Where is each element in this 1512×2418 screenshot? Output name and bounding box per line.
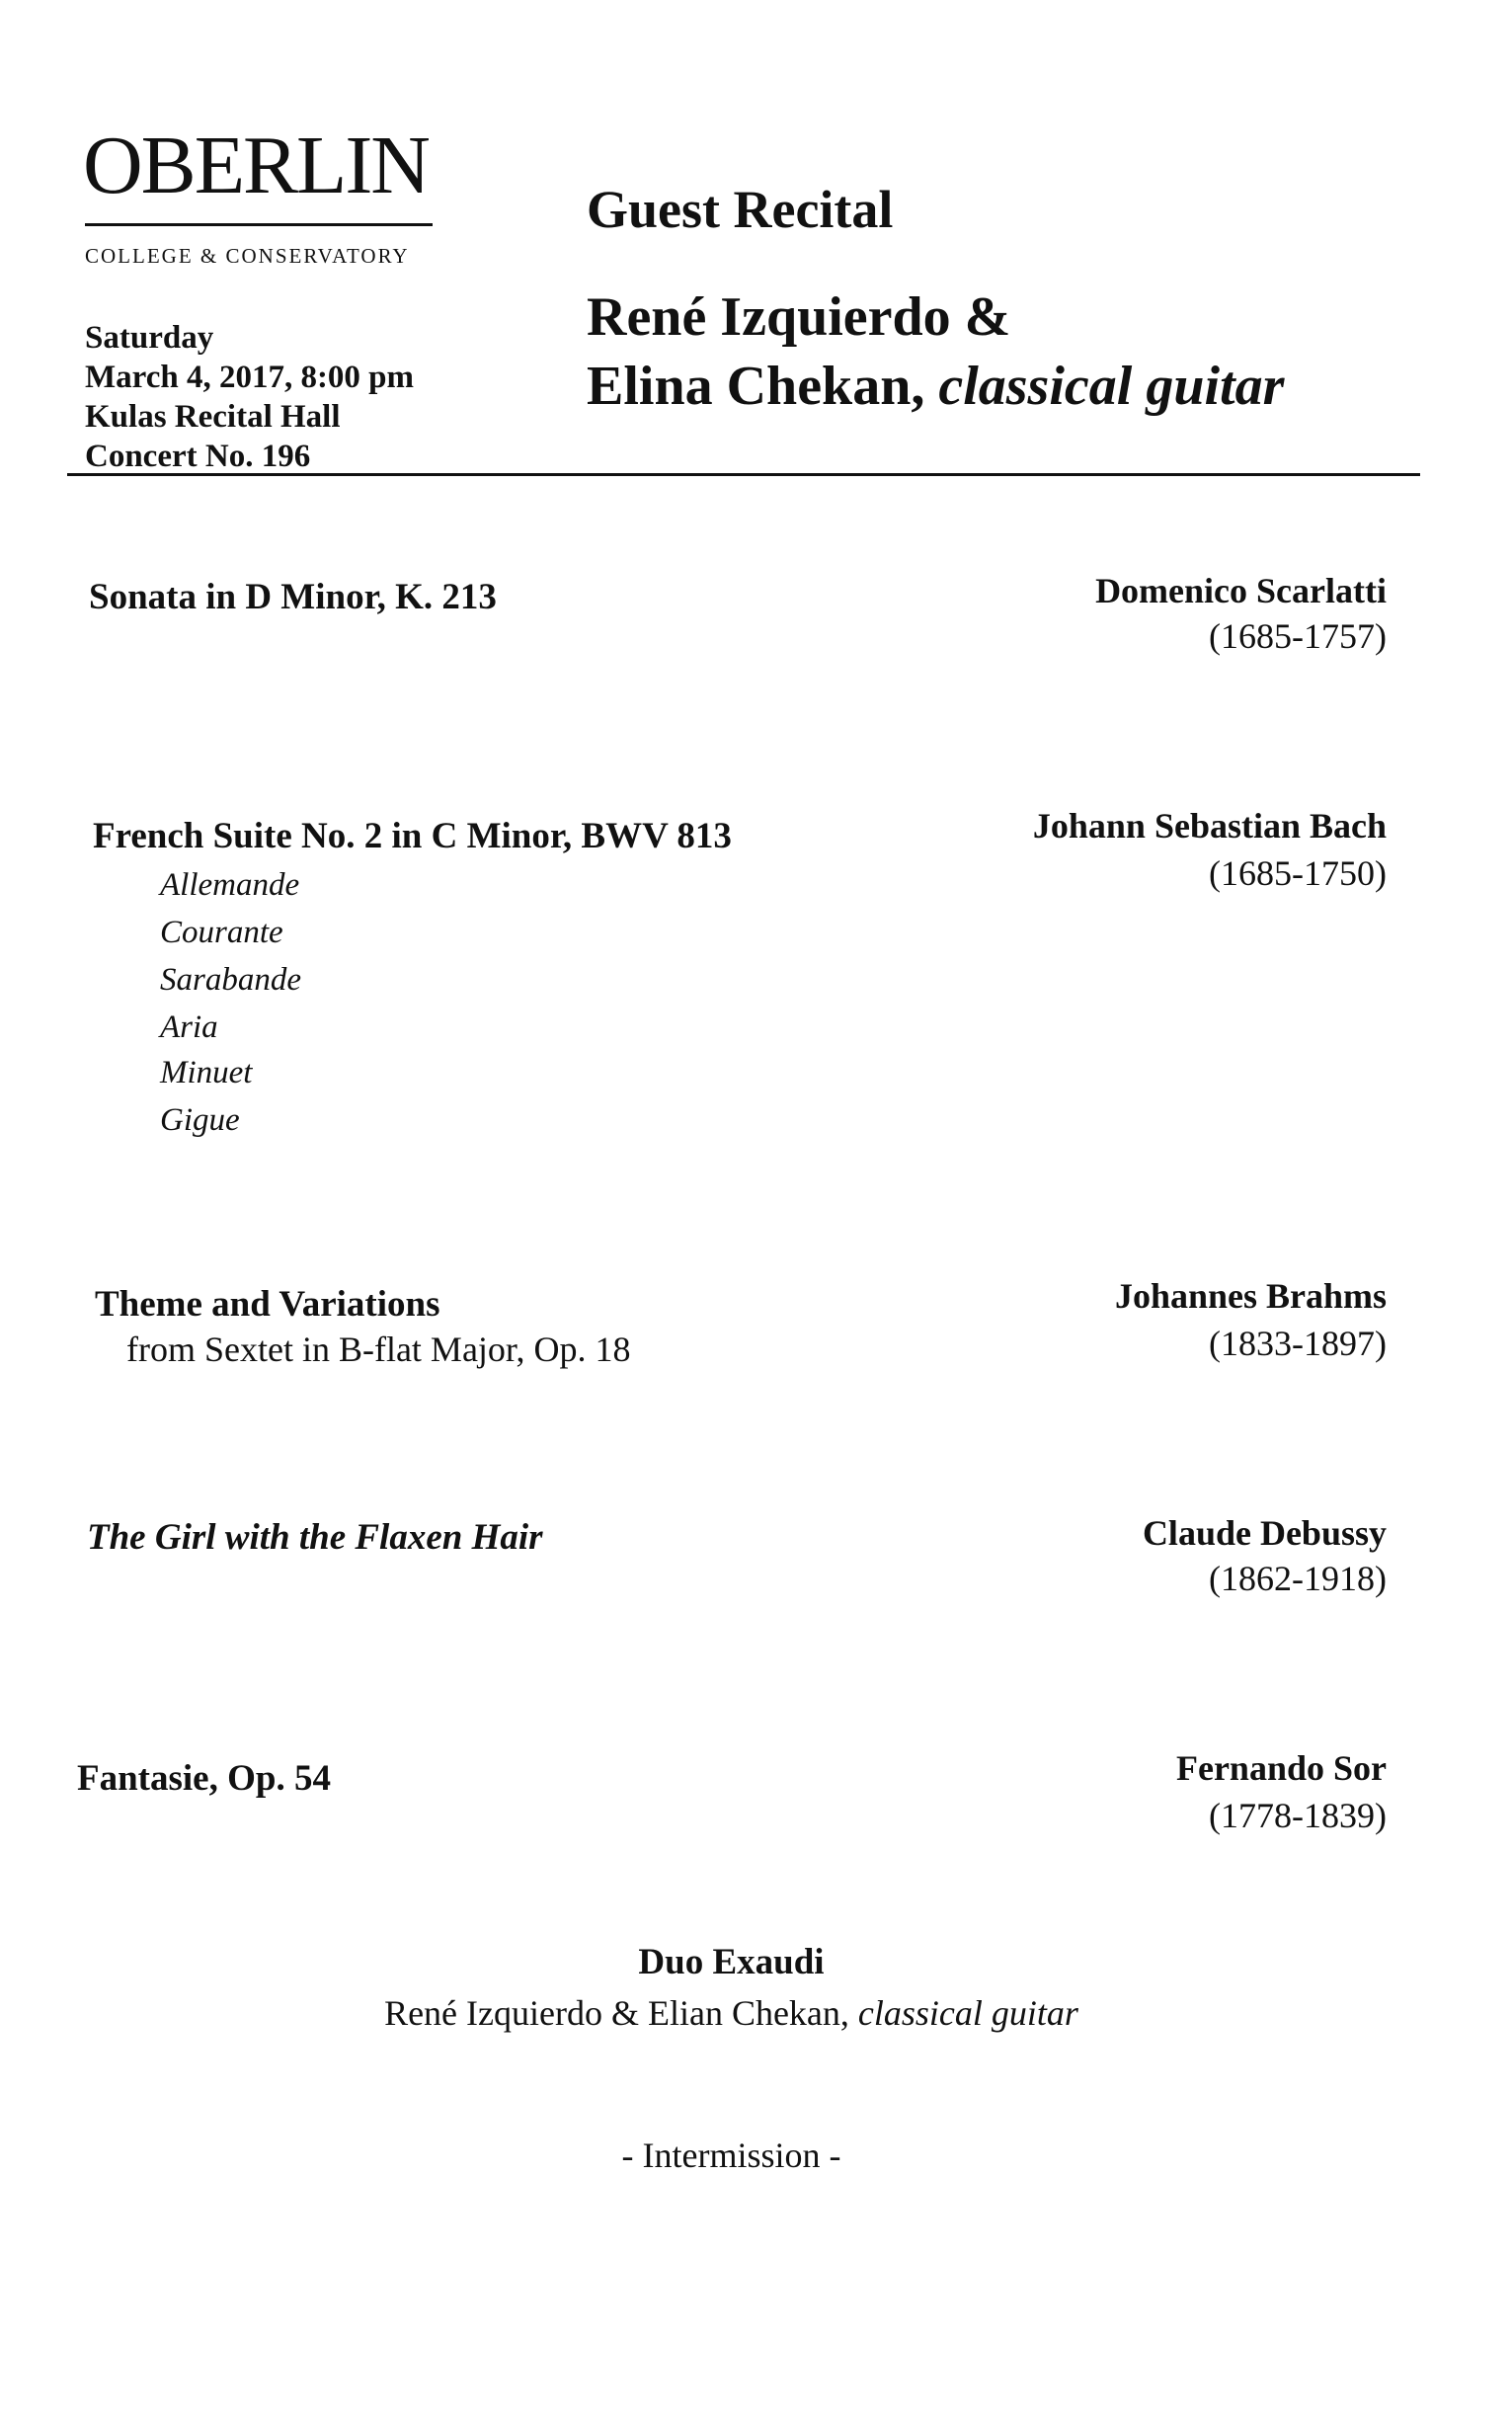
work-title: Theme and Variations [95, 1284, 440, 1325]
movement-name: Minuet [160, 1055, 253, 1090]
composer-dates: (1685-1757) [1209, 616, 1387, 656]
work-title: French Suite No. 2 in C Minor, BWV 813 [93, 816, 732, 856]
concert-date-time: March 4, 2017, 8:00 pm [85, 360, 415, 395]
concert-day: Saturday [85, 320, 214, 356]
movement-name: Sarabande [160, 962, 301, 998]
concert-number: Concert No. 196 [85, 439, 311, 474]
performers-line-1: René Izquierdo & [587, 286, 1011, 348]
ensemble-name: Duo Exaudi [638, 1942, 825, 1982]
performers-line-2 [587, 354, 1284, 419]
work-title: The Girl with the Flaxen Hair [87, 1517, 543, 1558]
logo-divider [85, 223, 433, 226]
header-divider [67, 473, 1420, 476]
composer-name: Johannes Brahms [1114, 1276, 1387, 1316]
movement-name: Gigue [160, 1102, 240, 1138]
movement-name: Aria [160, 1009, 218, 1045]
work-title: Fantasie, Op. 54 [77, 1758, 331, 1799]
composer-name: Fernando Sor [1175, 1748, 1387, 1788]
movement-name: Courante [160, 915, 283, 950]
recital-title: Guest Recital [587, 180, 894, 239]
composer-dates: (1778-1839) [1209, 1796, 1387, 1835]
work-title: Sonata in D Minor, K. 213 [89, 577, 497, 617]
ensemble-instrument: classical guitar [857, 1993, 1078, 2033]
logo-subtitle: COLLEGE & CONSERVATORY [85, 244, 410, 268]
composer-dates: (1833-1897) [1209, 1324, 1387, 1363]
composer-dates: (1685-1750) [1209, 853, 1387, 893]
intermission-label: - Intermission - [621, 2136, 841, 2175]
composer-dates: (1862-1918) [1209, 1559, 1387, 1598]
concert-venue: Kulas Recital Hall [85, 399, 341, 435]
performers-names: Elina Chekan, [587, 356, 939, 417]
composer-name: Domenico Scarlatti [1095, 571, 1387, 610]
ensemble-members [0, 1991, 1463, 2035]
ensemble-member-names: René Izquierdo & Elian Chekan, [384, 1993, 858, 2033]
performers-instrument: classical guitar [938, 356, 1285, 417]
movement-name: Allemande [160, 867, 300, 903]
composer-name: Claude Debussy [1142, 1513, 1387, 1553]
composer-name: Johann Sebastian Bach [1032, 806, 1387, 846]
work-subtitle: from Sextet in B-flat Major, Op. 18 [126, 1330, 631, 1369]
oberlin-logo-wordmark: OBERLIN [83, 120, 429, 211]
